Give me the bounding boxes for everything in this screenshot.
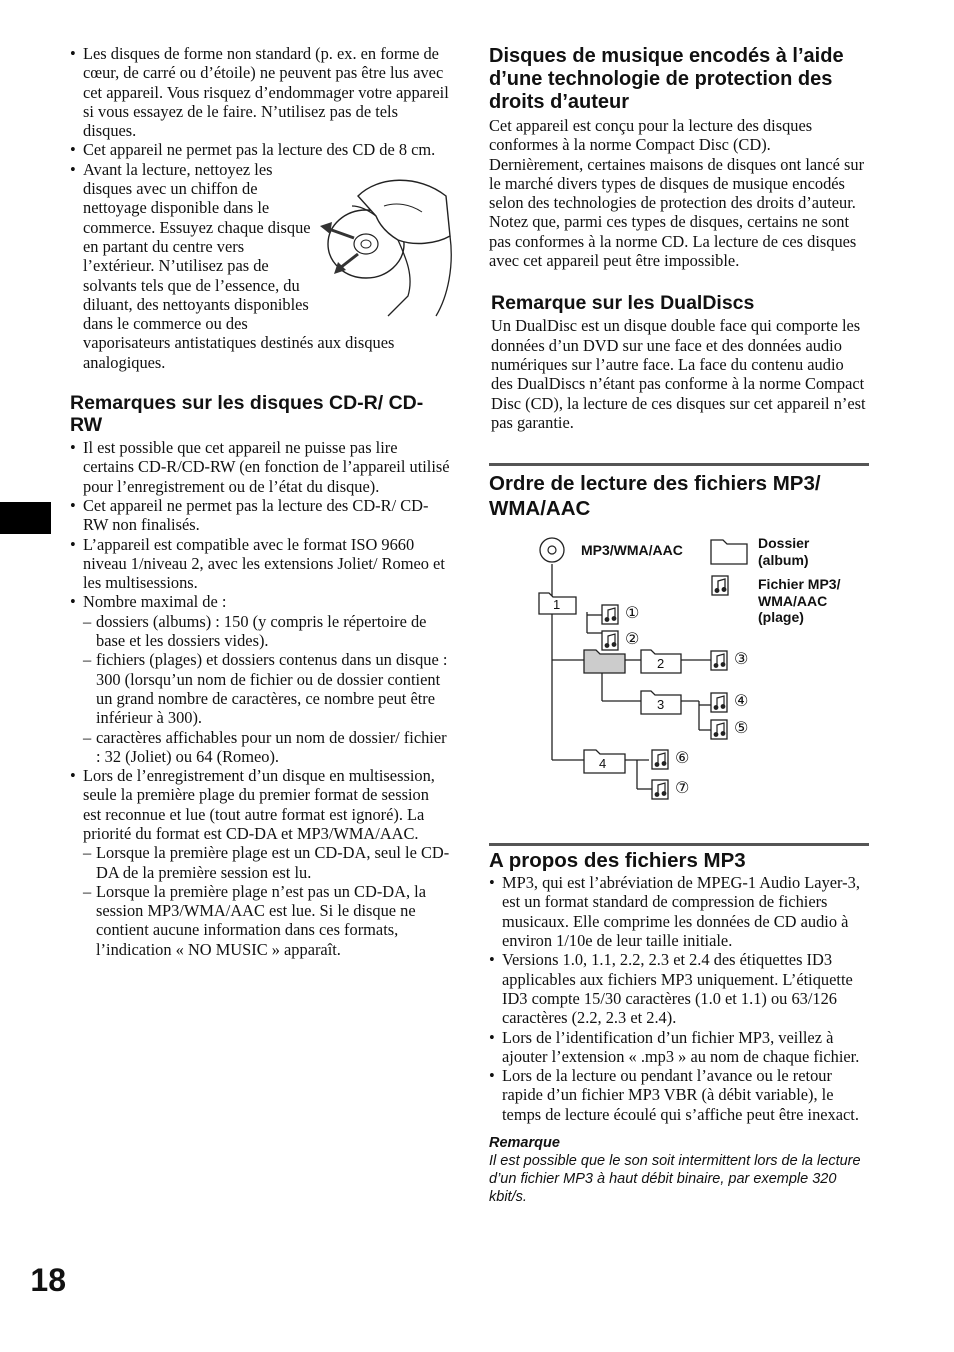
dualdisc-heading: Remarque sur les DualDiscs [491, 292, 755, 315]
multisession-list [83, 843, 450, 959]
max-limits-list [83, 612, 450, 766]
list-item: • L’appareil est compatible avec le format ISO 9660 niveau 1/niveau 2, avec les extensions Joliet/ Romeo et les multisessions. [70, 535, 450, 593]
play-order-heading: Ordre de lecture des fichiers MP3/ WMA/AAC [489, 463, 869, 521]
note-text: Il est possible que le son soit intermittent lors de la lecture d’un fichier MP3 à haut débit binaire, par exemple 320 kbit/s. [489, 1153, 861, 1206]
track-number: ④ [734, 693, 749, 711]
list-item [70, 160, 450, 372]
cdr-notes-list [70, 438, 450, 959]
list-item: • Lors de l’identification d’un fichier MP3, veillez à ajouter l’extension « .mp3 » au nom de chaque fichier. [489, 1028, 869, 1067]
list-item: – fichiers (plages) et dossiers contenus dans un disque : 300 (lorsqu’un nom de fichier ou de dossier contient un grand nombre de caractères, ce nombre peut être inférieur à 300). [83, 650, 450, 727]
list-item [70, 766, 450, 959]
track-number: ⑦ [675, 780, 690, 798]
dualdisc-text: Un DualDisc est un disque double face qui comporte les données d’un DVD sur une face et des données audio numériques sur l’autre face. La face du contenu audio des DualDiscs n’étant pas conforme à la norme Compact Disc (CD), la lecture de ces disques sur cet appareil n’est pas garantie. [491, 316, 866, 432]
legend-file-label: Fichier MP3/ WMA/AAC (plage) [758, 576, 841, 626]
list-item: • Cet appareil ne permet pas la lecture des CD-R/ CD-RW non finalisés. [70, 496, 450, 535]
root-label: MP3/WMA/AAC [581, 542, 683, 559]
left-column [70, 44, 450, 959]
disc-precautions-list [70, 44, 450, 372]
cleaning-text: Avant la lecture, nettoyez les disques avec un chiffon de nettoyage disponible dans le commerce. Essuyez chaque disque en partant du centre vers l’extérieur. N’utilisez pas de solvants tels que de l’essence, du diluant, des nettoyants disponibles dans le commerce ou des vaporisateurs antistatiques destinés aux disques analogiques. [83, 159, 395, 372]
copy-protection-text: Cet appareil est conçu pour la lecture des disques conformes à la norme Compact Disc (CD). Dernièrement, certaines maisons de disques ont lancé sur le marché divers types de disques de musique encodés selon des technologies de protection des droits d’auteur. Notez que, parmi ces types de disques, certains ne sont pas conformes à la norme CD. La lecture de ces disques avec cet appareil peut être impossible. [489, 116, 865, 271]
folder-number: 2 [657, 656, 665, 672]
list-item: • Il est possible que cet appareil ne puisse pas lire certains CD-R/CD-RW (en fonction de l’appareil utilisé pour l’enregistrement ou de l’état du disque). [70, 438, 450, 496]
track-number: ② [625, 631, 640, 649]
list-item [70, 592, 450, 766]
list-item: – caractères affichables pour un nom de dossier/ fichier : 32 (Joliet) ou 64 (Romeo). [83, 728, 450, 767]
track-number: ③ [734, 651, 749, 669]
disc-cleaning-illustration [318, 166, 456, 318]
list-item: – Lorsque la première plage est un CD-DA, seul le CD-DA de la première session est lu. [83, 843, 450, 882]
list-item: – Lorsque la première plage n’est pas un CD-DA, la session MP3/WMA/AAC est lue. Si le disque ne contient aucune information dans ces formats, l’indication « NO MUSIC » apparaît. [83, 882, 450, 959]
folder-icon [584, 650, 625, 673]
multisession-text: Lors de l’enregistrement d’un disque en multisession, seule la première plage du premier format de session est reconnue et lue (tout autre format est ignoré). La priorité du format est CD-DA et MP3/WMA/AAC. [83, 766, 435, 843]
list-item: • Les disques de forme non standard (p. ex. en forme de cœur, de carré ou d’étoile) ne peuvent pas être lus avec cet appareil. Vous risquez d’endommager votre appareil si vous essayez de le faire. N’utilisez pas de tels disques. [70, 44, 450, 140]
list-item: • Versions 1.0, 1.1, 2.2, 2.3 et 2.4 des étiquettes ID3 applicables aux fichiers MP3 uniquement. L’étiquette ID3 compte 15/30 caractères (1.0 et 1.1) ou 63/126 caractères (2.2, 2.3 et 2.4). [489, 950, 869, 1027]
folder-number: 1 [553, 597, 561, 613]
copy-protection-heading: Disques de musique encodés à l’aide d’une technologie de protection des droits d’auteur [489, 45, 844, 113]
cd-icon [540, 538, 564, 562]
list-item: • Cet appareil ne permet pas la lecture des CD de 8 cm. [70, 140, 450, 159]
page-number: 18 [30, 1262, 66, 1298]
track-number: ① [625, 605, 640, 623]
cdr-section-heading: Remarques sur les disques CD-R/ CD-RW [70, 392, 424, 437]
play-order-diagram [489, 535, 869, 825]
track-number: ⑤ [734, 720, 749, 738]
max-intro: Nombre maximal de : [83, 592, 227, 612]
mp3-notes-list [489, 873, 869, 1124]
list-item: – dossiers (albums) : 150 (y compris le répertoire de base et les dossiers vides). [83, 612, 450, 651]
list-item: • MP3, qui est l’abréviation de MPEG-1 Audio Layer-3, est un format standard de compression de fichiers musicaux. Elle comprime les données de CD audio à environ 1/10e de leur taille initiale. [489, 873, 869, 950]
track-number: ⑥ [675, 750, 690, 768]
folder-number: 4 [599, 756, 607, 772]
section-tab-marker [0, 502, 51, 534]
right-column [489, 44, 869, 1206]
mp3-heading: A propos des fichiers MP3 [489, 843, 869, 873]
legend-folder-icon [711, 540, 747, 564]
note-heading: Remarque [489, 1135, 560, 1152]
list-item: • Lors de la lecture ou pendant l’avance ou le retour rapide d’un fichier MP3 VBR (à débit variable), le temps de lecture écoulé qui s’affiche peut être inexact. [489, 1066, 869, 1124]
legend-folder-label: Dossier (album) [758, 535, 810, 568]
folder-number: 3 [657, 697, 665, 713]
